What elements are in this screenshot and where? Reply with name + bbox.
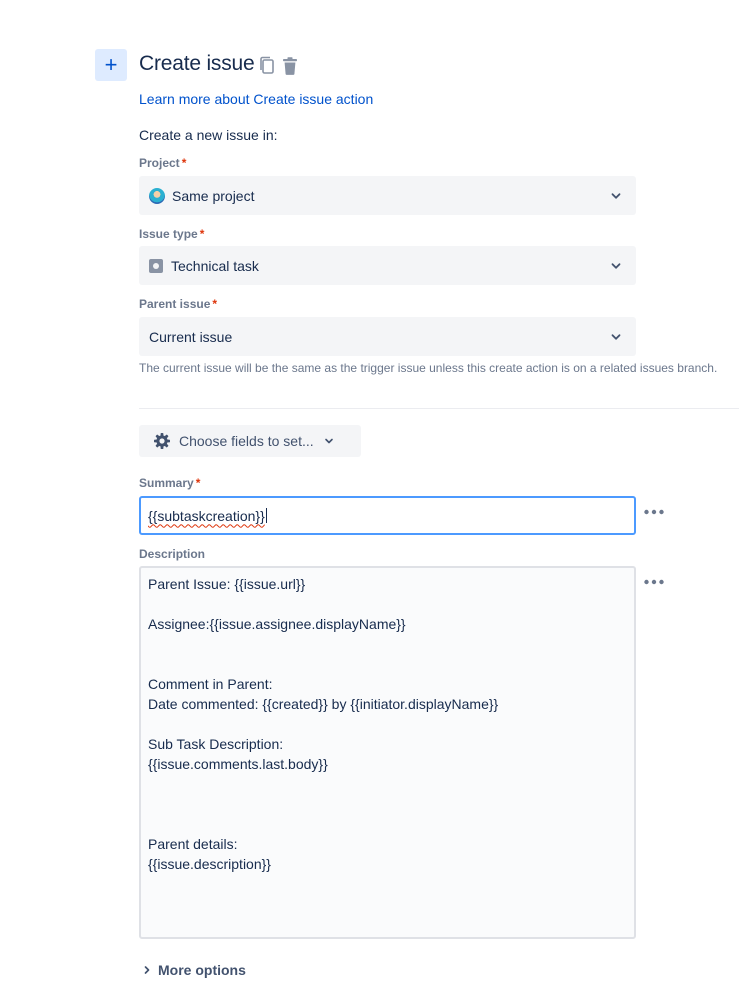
description-label: Description — [139, 547, 206, 561]
project-label-text: Project — [139, 156, 180, 170]
required-marker: * — [199, 227, 205, 241]
parent-issue-label — [139, 297, 217, 311]
intro-text: Create a new issue in: — [139, 127, 278, 143]
project-select-value: Same project — [172, 187, 255, 204]
project-avatar-icon — [149, 188, 165, 204]
add-action-icon[interactable]: + — [95, 49, 127, 81]
choose-fields-button[interactable] — [139, 425, 361, 457]
parent-issue-label-text: Parent issue — [139, 297, 211, 311]
technical-task-icon — [149, 259, 163, 273]
project-label — [139, 156, 186, 170]
more-options-label: More options — [158, 962, 246, 978]
project-select[interactable] — [139, 176, 636, 215]
summary-input-value: {{subtaskcreation}} — [148, 507, 265, 524]
issue-type-label — [139, 227, 204, 241]
chevron-down-icon — [610, 260, 622, 272]
text-caret — [266, 508, 267, 523]
more-options-toggle[interactable] — [142, 962, 246, 978]
parent-issue-select-value: Current issue — [149, 328, 233, 345]
chevron-right-icon — [142, 965, 152, 975]
description-textarea[interactable]: Parent Issue: {{issue.url}} Assignee:{{issue.assignee.displayName}} Comment in Parent: Date commented: {{created}} by {{initiator.displayName}} Sub Task Description: {{issue.comments.last.body}} Parent details: {{issue.description}} — [139, 566, 636, 939]
learn-more-link[interactable]: Learn more about Create issue action — [139, 91, 374, 107]
more-horizontal-icon[interactable] — [643, 578, 665, 586]
more-horizontal-icon[interactable] — [643, 508, 665, 516]
summary-label-text: Summary — [139, 476, 194, 490]
parent-issue-select[interactable] — [139, 317, 636, 356]
parent-issue-help-text: The current issue will be the same as the trigger issue unless this create action is on a related issues branch. — [139, 361, 718, 375]
issue-type-label-text: Issue type — [139, 227, 198, 241]
summary-label — [139, 476, 200, 490]
copy-icon[interactable] — [258, 56, 276, 76]
trash-icon[interactable] — [281, 56, 299, 76]
page-title: Create issue — [139, 52, 255, 75]
issue-type-select[interactable] — [139, 246, 636, 285]
chevron-down-icon — [610, 190, 622, 202]
gear-icon — [153, 432, 171, 450]
chevron-down-icon — [324, 436, 334, 446]
summary-input[interactable] — [139, 496, 636, 535]
required-marker: * — [212, 297, 218, 311]
required-marker: * — [195, 476, 201, 490]
choose-fields-label: Choose fields to set... — [179, 433, 314, 449]
required-marker: * — [181, 156, 187, 170]
section-divider — [139, 408, 739, 409]
chevron-down-icon — [610, 331, 622, 343]
issue-type-select-value: Technical task — [171, 257, 259, 274]
